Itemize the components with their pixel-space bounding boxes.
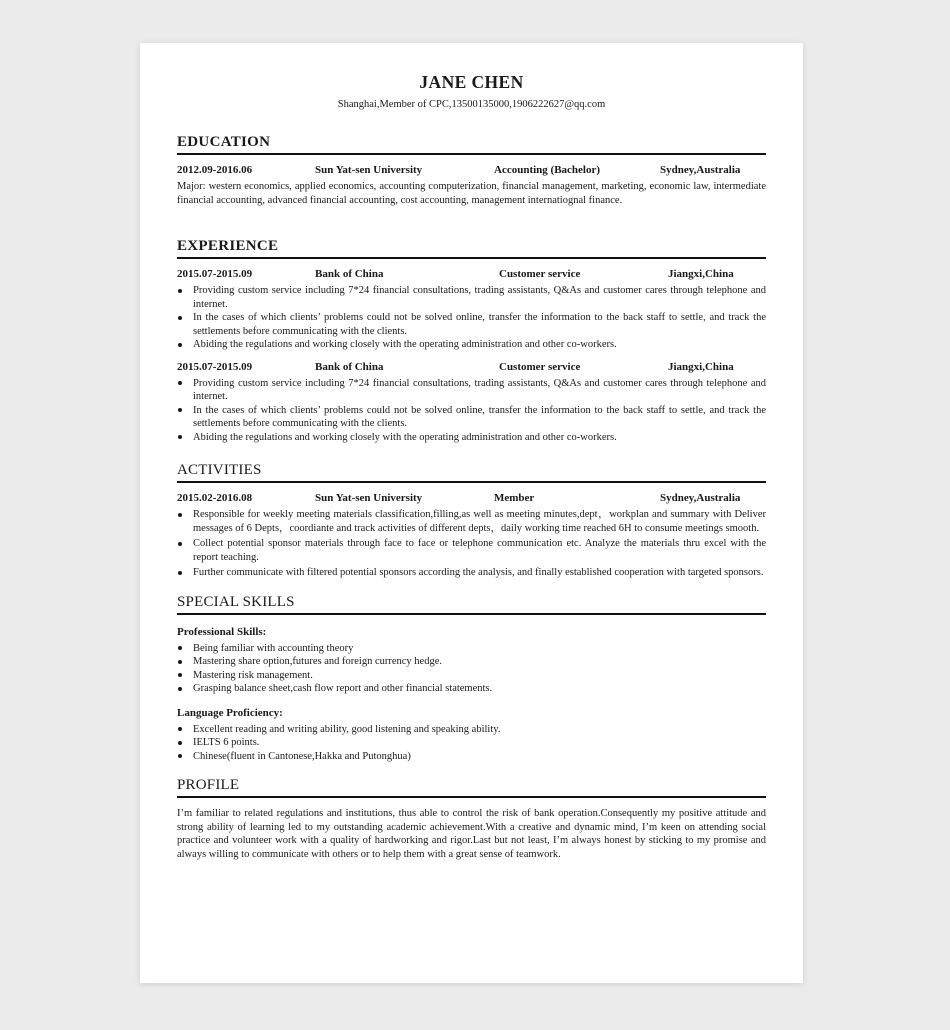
skills-title: SPECIAL SKILLS [177, 592, 766, 615]
bullet-dot [178, 571, 182, 575]
entry-date: 2015.07-2015.09 [177, 360, 253, 373]
list-item [177, 723, 766, 737]
bullet-dot [178, 542, 182, 546]
list-item-text: Grasping balance sheet,cash flow report and other financial statements. [193, 683, 493, 694]
education-section [177, 132, 766, 207]
list-item [177, 377, 766, 404]
entry-date: 2015.07-2015.09 [177, 268, 253, 280]
profile-section [177, 775, 766, 861]
entry-role: Customer service [499, 360, 581, 373]
activities-section [177, 460, 766, 580]
list-item [177, 566, 766, 580]
bullet-dot [178, 727, 182, 731]
experience-entry-header [177, 360, 766, 374]
entry-role: Accounting (Bachelor) [494, 164, 601, 176]
list-item-text: Abiding the regulations and working closely with the operating administration and other co-workers. [193, 339, 617, 350]
bullet-dot [178, 513, 182, 517]
list-item-text: Providing custom service including 7*24 financial consultations, trading assistants, Q&As and customer cares through telephone and internet. [193, 377, 766, 402]
entry-location: Sydney,Australia [660, 492, 741, 504]
list-item [177, 655, 766, 669]
list-item [177, 338, 766, 352]
bullet-dot [178, 408, 182, 412]
resume-content [177, 70, 766, 861]
list-item [177, 284, 766, 311]
bullet-dot [178, 646, 182, 650]
education-description: Major: western economics, applied economics, accounting computerization, financial management, marketing, economic law, intermediate financial accounting, advanced financial accounting, cost accounting, management internatiognal finance. [177, 181, 766, 206]
bullet-dot [178, 316, 182, 320]
experience-entry-header [177, 267, 766, 281]
entry-location: Jiangxi,China [668, 360, 734, 373]
candidate-name: JANE CHEN [419, 72, 524, 92]
education-title: EDUCATION [177, 132, 766, 155]
bullet-dot [178, 754, 182, 758]
professional-skills-heading: Professional Skills: [177, 625, 267, 638]
activities-entry-header [177, 491, 766, 505]
entry-date: 2012.09-2016.06 [177, 164, 253, 176]
bullet-dot [178, 660, 182, 664]
education-entry-header [177, 163, 766, 177]
bullet-dot [178, 673, 182, 677]
list-item-text: Further communicate with filtered potential sponsors according the analysis, and finally established cooperation with targeted sponsors. [193, 567, 764, 578]
list-item-text: IELTS 6 points. [193, 737, 260, 748]
list-item [177, 682, 766, 696]
entry-role: Customer service [499, 268, 581, 280]
experience-title: EXPERIENCE [177, 236, 766, 259]
entry-organization: Sun Yat-sen University [315, 492, 423, 504]
language-proficiency-heading: Language Proficiency: [177, 706, 283, 719]
list-item-text: Being familiar with accounting theory [193, 642, 354, 654]
bullet-dot [178, 741, 182, 745]
list-item [177, 431, 766, 445]
list-item-text: Mastering risk management. [193, 669, 313, 681]
list-item-text: Chinese(fluent in Cantonese,Hakka and Putonghua) [193, 750, 411, 762]
list-item [177, 669, 766, 683]
entry-organization: Bank of China [315, 268, 384, 280]
bullet-dot [178, 343, 182, 347]
entry-organization: Sun Yat-sen University [315, 164, 423, 176]
list-item [177, 404, 766, 431]
resume-page [140, 43, 803, 983]
experience-bullets [177, 377, 766, 445]
list-item-text: Mastering share option,futures and foreign currency hedge. [193, 656, 442, 667]
bullet-dot [178, 435, 182, 439]
entry-location: Jiangxi,China [668, 268, 734, 280]
profile-title: PROFILE [177, 775, 766, 798]
list-item-text: In the cases of which clients’ problems could not be solved online, transfer the information to the back staff to settle, and track the settlements before communicating with the clients. [193, 404, 766, 429]
language-list [177, 723, 766, 764]
bullet-dot [178, 381, 182, 385]
list-item [177, 736, 766, 750]
experience-bullets [177, 284, 766, 352]
entry-organization: Bank of China [315, 360, 384, 373]
entry-date: 2015.02-2016.08 [177, 492, 253, 504]
entry-role: Member [494, 492, 535, 504]
list-item [177, 750, 766, 764]
bullet-dot [178, 289, 182, 293]
list-item-text: Collect potential sponsor materials through face to face or telephone communication etc. Analyze the materials thru excel with the report teaching. [193, 538, 766, 563]
experience-entry [177, 267, 766, 352]
list-item-text: In the cases of which clients’ problems could not be solved online, transfer the information to the back staff to settle, and track the settlements before communicating with the clients. [193, 312, 766, 337]
entry-location: Sydney,Australia [660, 164, 741, 176]
list-item-text: Providing custom service including 7*24 financial consultations, trading assistants, Q&As and customer cares through telephone and internet. [193, 285, 766, 310]
list-item-text: Abiding the regulations and working closely with the operating administration and other co-workers. [193, 431, 617, 443]
list-item [177, 508, 766, 535]
activities-title: ACTIVITIES [177, 460, 766, 483]
skills-section [177, 592, 766, 764]
list-item-text: Responsible for weekly meeting materials classification,filling,as well as meeting minutes,dept，workplan and summary with Deliver messages of 6 Depts，coordiante and track activities of different depts，daily working time reached 6H to consume meetings smooth. [193, 509, 766, 534]
bullet-dot [178, 687, 182, 691]
experience-entry [177, 360, 766, 445]
list-item [177, 311, 766, 338]
list-item [177, 642, 766, 656]
profile-text: I’m familiar to related regulations and institutions, thus able to control the risk of bank operation.Consequently my positive attitude and strong ability of learning led to my outstanding academic achievement.With a creative and dynamic mind, I’m keen on attending social practice and volunteer work with a quality of hardworking and rigor.Last but not least, I’m always honest by sticking to my promise and always willing to communicate with others or to help them with a great sense of teamwork. [177, 808, 766, 860]
professional-skills-list [177, 642, 766, 696]
activities-bullets [177, 508, 766, 580]
list-item-text: Excellent reading and writing ability, good listening and speaking ability. [193, 723, 501, 735]
experience-section [177, 236, 766, 444]
contact-line: Shanghai,Member of CPC,13500135000,1906222627@qq.com [337, 99, 606, 110]
list-item [177, 537, 766, 564]
